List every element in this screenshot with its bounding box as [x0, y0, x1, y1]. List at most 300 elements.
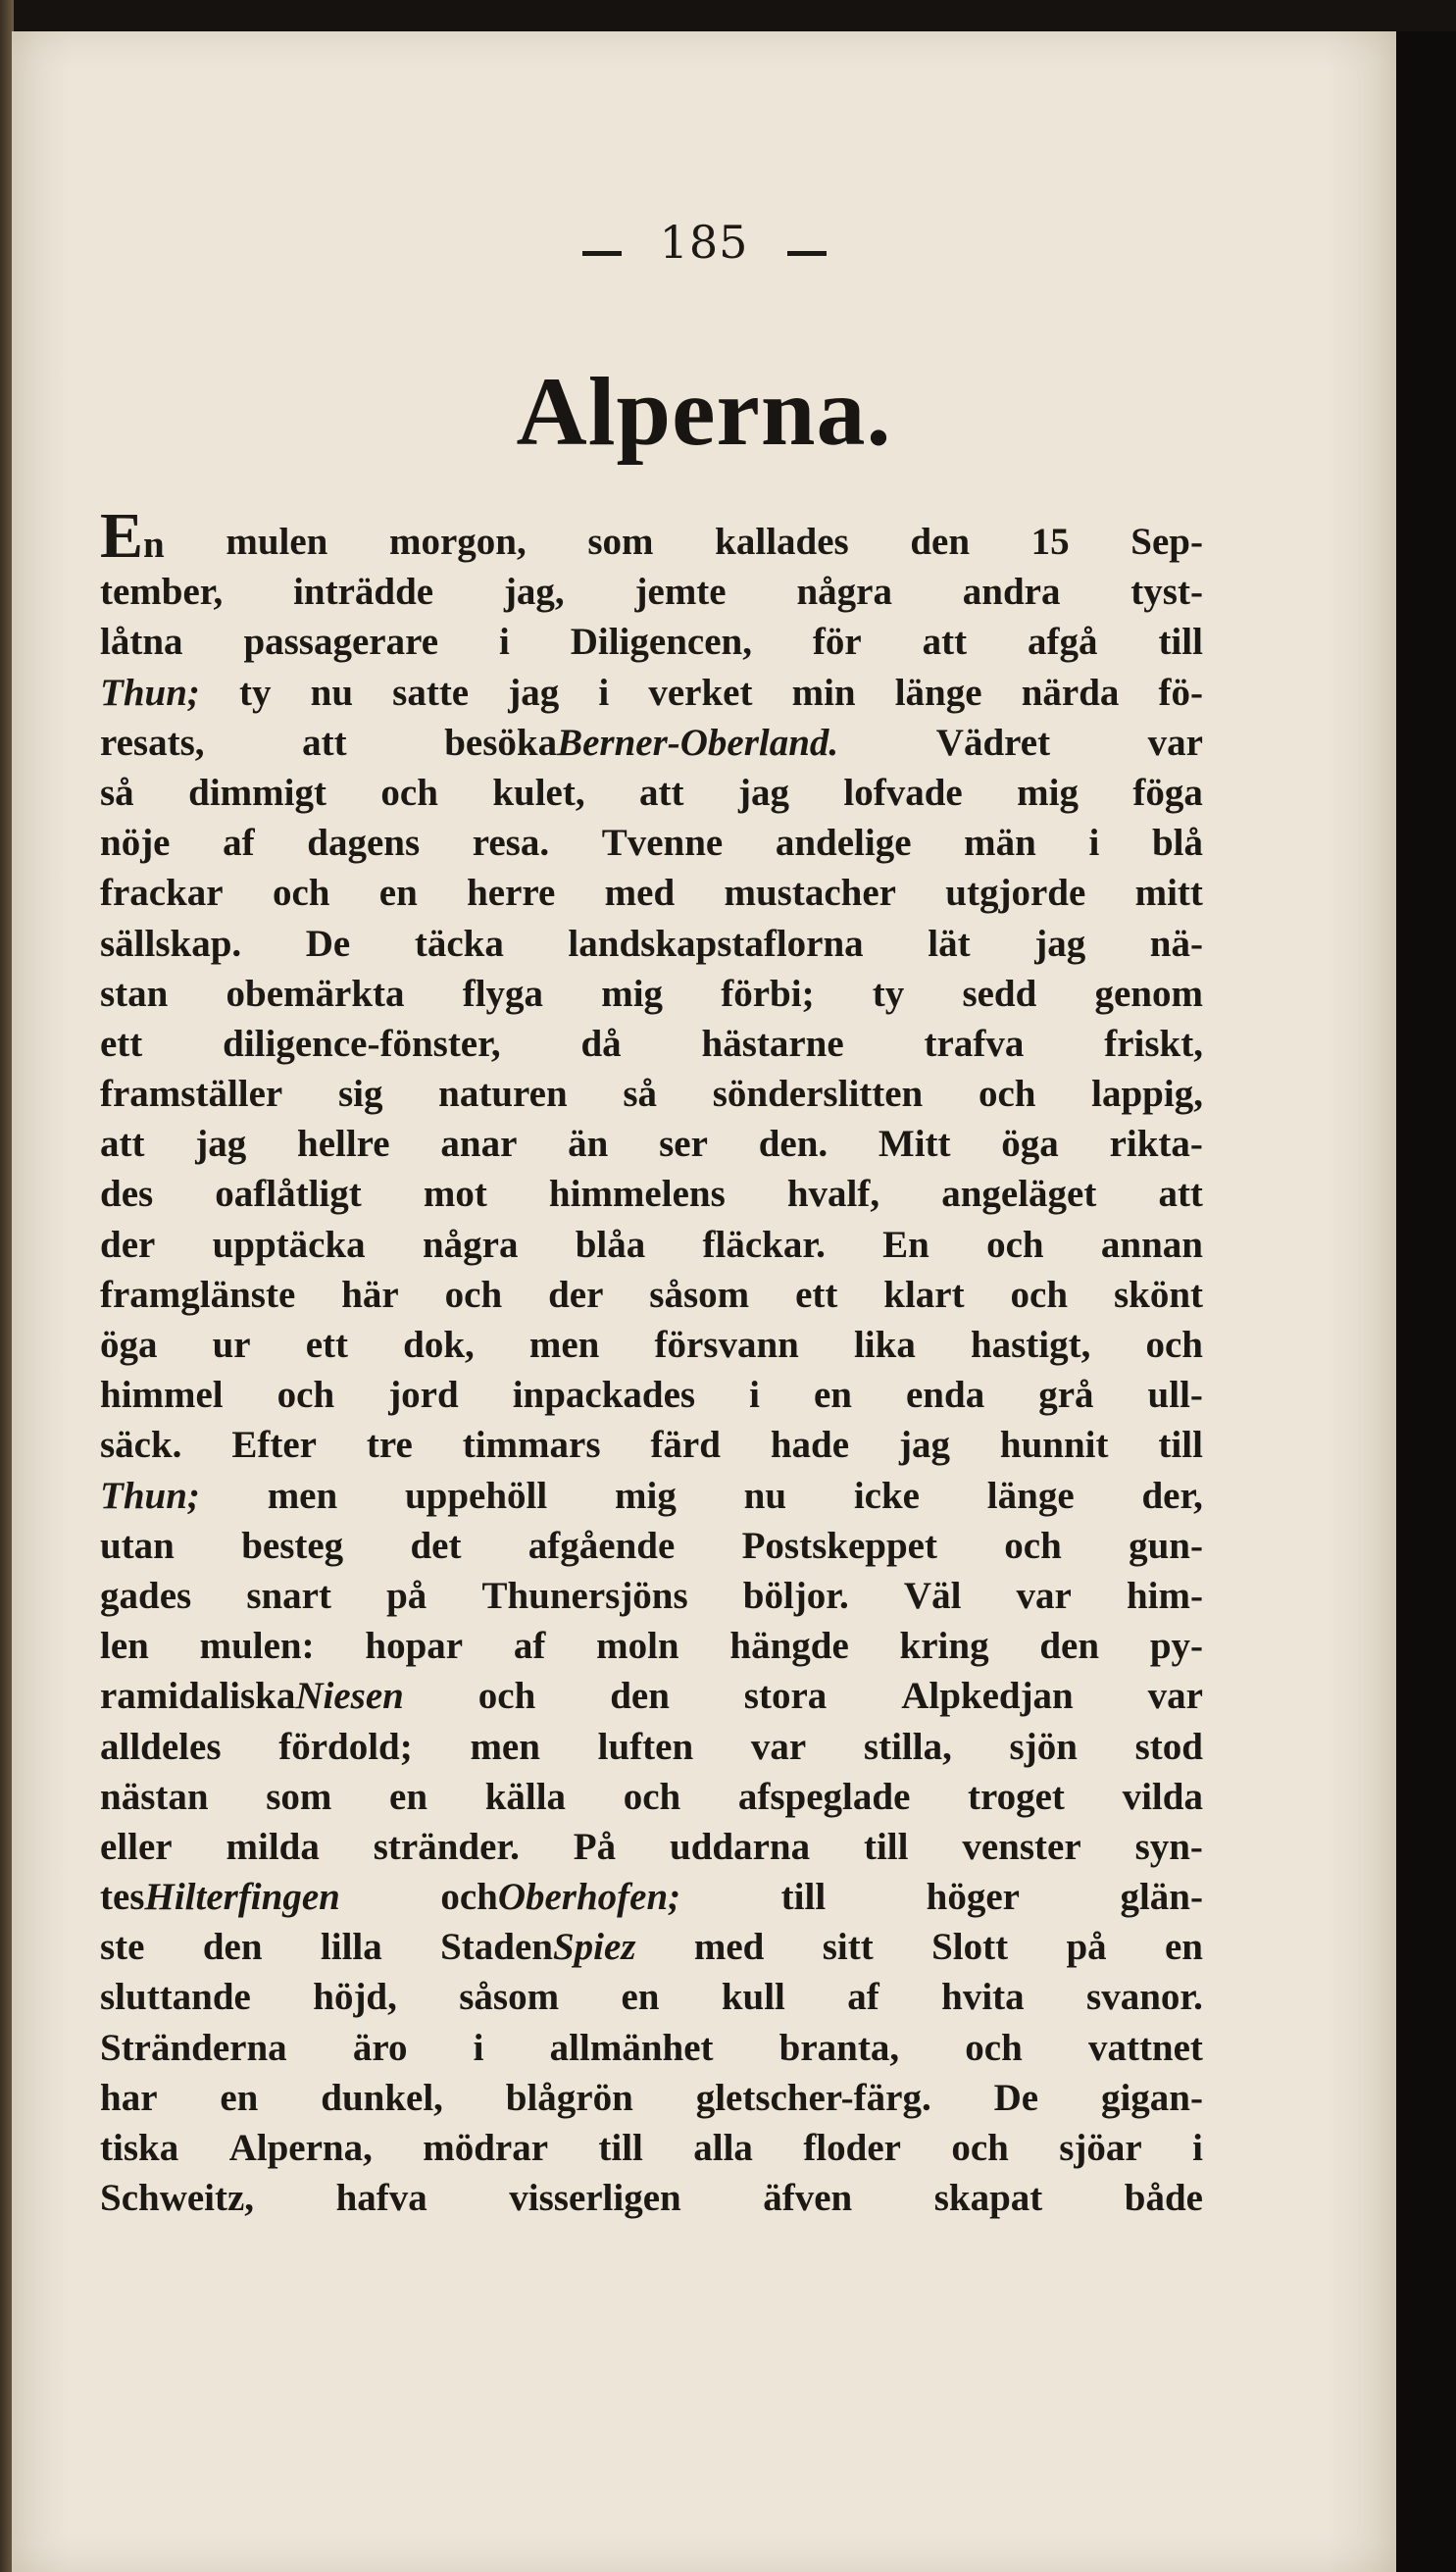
word: ochOberhofen; [440, 1876, 681, 1919]
word: hvita [941, 1976, 1025, 2019]
word: mig [615, 1474, 677, 1517]
word: obemärkta [226, 972, 405, 1015]
word: inpackades [512, 1374, 696, 1417]
word: uddarna [670, 1825, 811, 1868]
word: resats, [100, 721, 205, 764]
word: grå [1038, 1374, 1094, 1417]
word: StadenSpiez [440, 1926, 636, 1969]
word: lät [928, 922, 971, 965]
word: blå [1151, 822, 1203, 865]
word: angeläget [941, 1173, 1097, 1216]
word: kallades [715, 521, 849, 563]
word: alldeles [100, 1725, 222, 1768]
word: och [951, 2127, 1009, 2169]
word: anar [440, 1123, 518, 1166]
word: oaflåtligt [215, 1173, 362, 1216]
word: ur [212, 1324, 251, 1366]
word: stilla, [863, 1725, 952, 1768]
word: ett [305, 1324, 349, 1366]
word: besökaBerner-Oberland. [444, 721, 839, 764]
word: dimmigt [188, 771, 326, 814]
word: ett [795, 1273, 838, 1316]
word: Tvenne [601, 822, 724, 865]
word: några [422, 1223, 519, 1266]
word: Postskeppet [741, 1524, 937, 1567]
text-line [100, 2123, 1203, 2173]
word: stod [1134, 1725, 1203, 1768]
word: närda [1021, 671, 1120, 714]
word: Schweitz, [100, 2177, 255, 2220]
word: des [100, 1173, 154, 1216]
text-line [100, 1019, 1203, 1069]
word: dagens [307, 822, 421, 865]
word: Thunersjöns [481, 1574, 688, 1617]
word: säck. [100, 1424, 182, 1467]
scan-top-band [0, 0, 1456, 33]
word: Efter [231, 1424, 317, 1467]
word: den [1039, 1625, 1100, 1668]
word: verket [648, 671, 753, 714]
word: då [580, 1022, 622, 1065]
word: och [978, 1073, 1036, 1116]
text-line [100, 1420, 1203, 1470]
word: syn- [1134, 1825, 1203, 1868]
text-line [100, 1220, 1203, 1270]
word: tember, [100, 571, 224, 614]
text-line [100, 718, 1203, 768]
text-line [100, 2173, 1203, 2223]
word: milda [226, 1825, 320, 1868]
word: andelige [775, 822, 912, 865]
word: i [1192, 2127, 1203, 2169]
word: låtna [100, 621, 183, 664]
chapter-title: Alperna. [516, 357, 892, 466]
word: besteg [241, 1524, 344, 1567]
text-line [100, 668, 1203, 718]
word: him- [1126, 1574, 1203, 1617]
word: friskt, [1104, 1022, 1203, 1065]
word: men [470, 1725, 540, 1768]
word: till [1158, 1424, 1203, 1467]
word: sjöar [1059, 2127, 1142, 2169]
text-line [100, 1872, 1203, 1922]
word: tre [366, 1424, 413, 1467]
word: och [1010, 1273, 1069, 1316]
word: till [1158, 621, 1203, 664]
word: afgående [527, 1524, 676, 1567]
word: landskapstaflorna [568, 922, 864, 965]
word: andra [962, 571, 1061, 614]
word: sluttande [100, 1976, 251, 2019]
word: allmänhet [549, 2026, 714, 2069]
word: till [598, 2127, 643, 2169]
scan-right-edge [1396, 31, 1456, 2572]
word: 15 [1030, 521, 1070, 563]
text-line [100, 1069, 1203, 1119]
text-line [100, 1320, 1203, 1370]
book-page [12, 31, 1396, 2572]
word: en [378, 872, 418, 915]
word: utan [100, 1524, 175, 1567]
word: tiska [100, 2127, 179, 2169]
word: jag [737, 771, 789, 814]
word: ramidaliskaNiesen [100, 1675, 404, 1718]
word: till [863, 1825, 909, 1868]
word: såsom [459, 1976, 560, 2019]
word: jemte [634, 571, 727, 614]
word: och [986, 1223, 1044, 1266]
word: tesHilterfingen [100, 1876, 340, 1919]
word: hellre [297, 1123, 390, 1166]
text-line [100, 2023, 1203, 2073]
word: tyst- [1130, 571, 1203, 614]
word: lilla [320, 1926, 382, 1969]
word: himmel [100, 1374, 224, 1417]
word: gletscher-färg. [695, 2076, 931, 2119]
word: icke [853, 1474, 920, 1517]
word: och [276, 1374, 335, 1417]
word: Diligencen, [570, 621, 752, 664]
word: Slott [931, 1926, 1009, 1969]
word: sitt [822, 1926, 874, 1969]
word: ull- [1147, 1374, 1203, 1417]
word: det [410, 1524, 462, 1567]
word: till [780, 1876, 827, 1919]
word: alla [693, 2127, 753, 2169]
word: som [587, 521, 654, 563]
word: kring [899, 1625, 989, 1668]
word: här [341, 1273, 399, 1316]
word: klart [883, 1273, 965, 1316]
word: och [444, 1273, 503, 1316]
text-line [100, 1169, 1203, 1219]
word: öga [100, 1324, 158, 1366]
word: venster [962, 1825, 1081, 1868]
text-line [100, 500, 1203, 572]
word: framställer [100, 1073, 283, 1116]
word: Mitt [878, 1123, 951, 1166]
word: min [791, 671, 856, 714]
word: att [639, 771, 684, 814]
body-text [100, 500, 1203, 2223]
text-line [100, 1471, 1203, 1521]
word: Stränderna [100, 2026, 287, 2069]
word: och [1145, 1324, 1203, 1366]
word: var [1147, 721, 1203, 764]
text-line [100, 1521, 1203, 1571]
word: än [568, 1123, 609, 1166]
word: passagerare [243, 621, 439, 664]
word: af [847, 1976, 879, 2019]
word: eller [100, 1825, 173, 1868]
word: med [693, 1926, 765, 1969]
word: mödrar [423, 2127, 549, 2169]
page-header [12, 216, 1396, 269]
word: timmars [462, 1424, 601, 1467]
word: På [573, 1825, 617, 1868]
word: floder [803, 2127, 901, 2169]
word: sällskap. [100, 922, 242, 965]
text-line [100, 868, 1203, 918]
word: af [223, 822, 255, 865]
word: visserligen [509, 2177, 681, 2220]
word: äfven [763, 2177, 853, 2220]
word: der [100, 1223, 156, 1266]
word: stora [743, 1675, 828, 1718]
word: En [100, 500, 165, 572]
word: Alperna, [228, 2127, 373, 2169]
text-line [100, 567, 1203, 617]
header-dash-right [787, 251, 827, 256]
word: skapat [933, 2177, 1043, 2220]
word: ty [872, 972, 905, 1015]
word: gigan- [1100, 2076, 1203, 2119]
word: Vädret [935, 721, 1051, 764]
text-line [100, 1270, 1203, 1320]
word: för [812, 621, 862, 664]
word: att [100, 1123, 145, 1166]
word: len [100, 1625, 149, 1668]
text-line [100, 1972, 1203, 2022]
word: enda [906, 1374, 985, 1417]
word: gades [100, 1574, 192, 1617]
word: så [623, 1073, 658, 1116]
word: var [1016, 1574, 1072, 1617]
word: upptäcka [212, 1223, 366, 1266]
word: dok, [403, 1324, 475, 1366]
word: Sep- [1130, 521, 1203, 563]
word: och [477, 1675, 536, 1718]
word: afgå [1028, 621, 1098, 664]
word: nästan [100, 1775, 209, 1818]
text-line [100, 919, 1203, 969]
word: dunkel, [321, 2076, 443, 2119]
word: troget [968, 1775, 1065, 1818]
word: såsom [649, 1273, 750, 1316]
word: mot [423, 1173, 487, 1216]
word: frackar [100, 872, 224, 915]
word: sjön [1009, 1725, 1078, 1768]
word: hastigt, [970, 1324, 1091, 1366]
word: i [1088, 822, 1100, 865]
text-line [100, 1571, 1203, 1621]
word: att [922, 621, 968, 664]
word: inträdde [293, 571, 434, 614]
word: med [604, 872, 676, 915]
word: kull [721, 1976, 785, 2019]
word: och [272, 872, 330, 915]
word: mig [601, 972, 664, 1015]
word: moln [596, 1625, 679, 1668]
word: en [813, 1374, 852, 1417]
word: lofvade [843, 771, 963, 814]
word: jag [195, 1123, 247, 1166]
word: hade [770, 1424, 850, 1467]
word: lika [853, 1324, 916, 1366]
word: af [513, 1625, 546, 1668]
word: äro [352, 2026, 408, 2069]
word: och [623, 1775, 681, 1818]
word: mitt [1134, 872, 1203, 915]
text-line [100, 1370, 1203, 1420]
word: färd [650, 1424, 721, 1467]
word: hunnit [999, 1424, 1109, 1467]
word: genom [1094, 972, 1203, 1015]
word: föga [1132, 771, 1203, 814]
word: öga [1001, 1123, 1059, 1166]
word: hvalf, [786, 1173, 880, 1216]
word: jag [1034, 922, 1086, 965]
word: himmelens [548, 1173, 726, 1216]
word: luften [597, 1725, 694, 1768]
word: män [964, 822, 1036, 865]
word: skönt [1113, 1273, 1203, 1316]
text-line [100, 1621, 1203, 1671]
word: De [305, 922, 351, 965]
word: har [100, 2076, 158, 2119]
word: i [498, 621, 510, 664]
word: mustacher [724, 872, 896, 915]
word: böljor. [742, 1574, 849, 1617]
word: en [621, 1976, 660, 2019]
word: branta, [778, 2026, 900, 2069]
text-line [100, 617, 1203, 667]
word: den [202, 1926, 263, 1969]
word: försvann [654, 1324, 799, 1366]
text-line [100, 969, 1203, 1019]
word: sedd [962, 972, 1037, 1015]
word: länge [894, 671, 982, 714]
word: satte [392, 671, 470, 714]
word: i [473, 2026, 484, 2069]
word: diligence-fönster, [223, 1022, 501, 1065]
word: hängde [729, 1625, 849, 1668]
word: fö- [1158, 671, 1203, 714]
word: uppehöll [404, 1474, 548, 1517]
word: Väl [903, 1574, 962, 1617]
word: mig [1017, 771, 1079, 814]
word: afspeglade [737, 1775, 911, 1818]
word: naturen [438, 1073, 568, 1116]
word: Alpkedjan [901, 1675, 1074, 1718]
word: der [548, 1273, 604, 1316]
word: hästarne [701, 1022, 844, 1065]
word: flyga [462, 972, 544, 1015]
word: mulen [226, 521, 328, 563]
word: ste [100, 1926, 145, 1969]
word: i [598, 671, 610, 714]
word: nu [310, 671, 354, 714]
word: den. [758, 1123, 828, 1166]
text-line [100, 1671, 1203, 1721]
header-dash-left [582, 251, 622, 256]
word: så [100, 771, 134, 814]
word: Thun; [100, 671, 200, 714]
text-line [100, 818, 1203, 868]
word: höger [926, 1876, 1020, 1919]
word: nä- [1149, 922, 1203, 965]
word: länge [986, 1474, 1075, 1517]
word: fläckar. [702, 1223, 826, 1266]
word: både [1124, 2177, 1203, 2220]
word: nu [743, 1474, 787, 1517]
text-line [100, 768, 1203, 818]
word: täcka [414, 922, 504, 965]
page-number: 185 [659, 216, 749, 269]
word: annan [1100, 1223, 1203, 1266]
word: resa. [472, 822, 550, 865]
word: och [965, 2026, 1023, 2069]
word: men [267, 1474, 338, 1517]
word: en [1165, 1926, 1203, 1969]
word: blågrön [505, 2076, 633, 2119]
word: vattnet [1087, 2026, 1203, 2069]
word: utgjorde [945, 872, 1086, 915]
word: den [910, 521, 971, 563]
text-line [100, 1722, 1203, 1772]
word: och [1004, 1524, 1062, 1567]
word: och [380, 771, 438, 814]
word: Thun; [100, 1474, 200, 1517]
word: fördold; [278, 1725, 413, 1768]
word: ett [100, 1022, 143, 1065]
word: att [302, 721, 347, 764]
word: på [386, 1574, 427, 1617]
text-line [100, 1772, 1203, 1822]
word: som [266, 1775, 332, 1818]
word: var [1147, 1675, 1203, 1718]
word: En [882, 1223, 929, 1266]
word: jord [388, 1374, 459, 1417]
word: jag, [503, 571, 565, 614]
word: rikta- [1109, 1123, 1203, 1166]
word: snart [246, 1574, 331, 1617]
word: jag [508, 671, 560, 714]
word: sig [337, 1073, 383, 1116]
word: der, [1141, 1474, 1203, 1517]
word: herre [467, 872, 556, 915]
word: jag [898, 1424, 950, 1467]
word: py- [1149, 1625, 1203, 1668]
word: en [220, 2076, 259, 2119]
word: på [1066, 1926, 1107, 1969]
word: trafva [924, 1022, 1025, 1065]
word: hopar [365, 1625, 464, 1668]
word: stränder. [373, 1825, 520, 1868]
word: men [528, 1324, 600, 1366]
word: De [993, 2076, 1039, 2119]
word: sönderslitten [712, 1073, 924, 1116]
word: framglänste [100, 1273, 296, 1316]
word: var [750, 1725, 807, 1768]
word: källa [484, 1775, 567, 1818]
text-line [100, 1922, 1203, 1972]
word: vilda [1122, 1775, 1203, 1818]
word: morgon, [389, 521, 527, 563]
word: hafva [335, 2177, 427, 2220]
word: en [389, 1775, 428, 1818]
word: stan [100, 972, 169, 1015]
word: nöje [100, 822, 171, 865]
word: glän- [1120, 1876, 1203, 1919]
word: svanor. [1086, 1976, 1203, 2019]
word: ty [239, 671, 272, 714]
text-line [100, 1119, 1203, 1169]
word: den [610, 1675, 670, 1718]
text-line [100, 2073, 1203, 2123]
word: lappig, [1091, 1073, 1203, 1116]
word: blåa [575, 1223, 646, 1266]
